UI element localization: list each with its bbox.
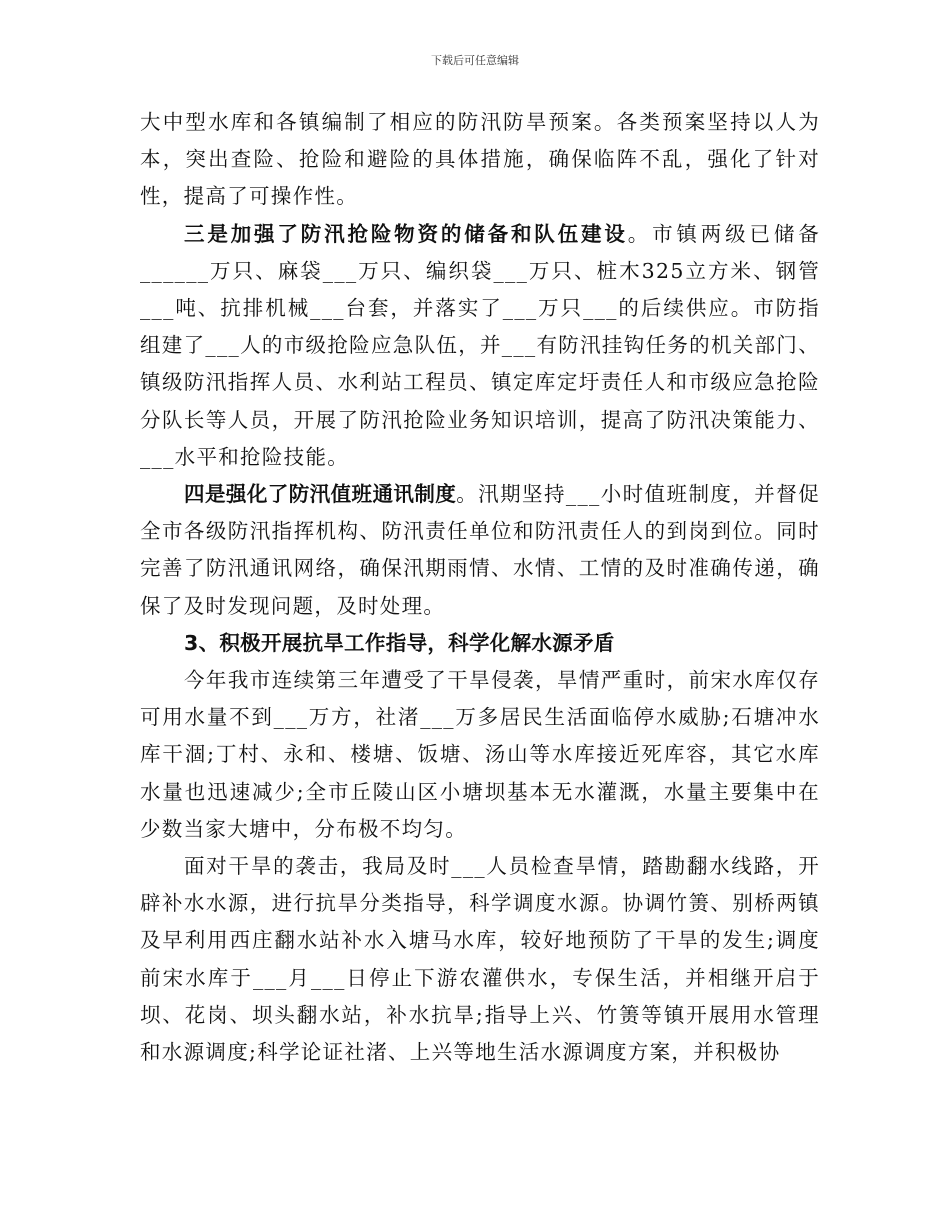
document-body — [140, 104, 820, 1071]
paragraph-drought-situation: 今年我市连续第三年遭受了干旱侵袭，旱情严重时，前宋水库仅存可用水量不到___万方，社渚___万多居民生活面临停水威胁;石塘冲水库干涸;丁村、永和、楼塘、饭塘、汤山等水库接近死库容，其它水库水量也迅速减少;全市丘陵山区小塘坝基本无水灌溉，水量主要集中在少数当家大塘中，分布极不均匀。 — [140, 668, 820, 841]
paragraph-materials-lead: 三是加强了防汛抢险物资的储备和队伍建设 — [184, 221, 628, 246]
paragraph-materials — [140, 216, 820, 476]
paragraph-duty-lead: 四是强化了防汛值班通讯制度 — [184, 482, 457, 507]
paragraph-duty-text: 。汛期坚持___小时值班制度，并督促全市各级防汛指挥机构、防汛责任单位和防汛责任人的到岗到位。同时完善了防汛通讯网络，确保汛期雨情、水情、工情的及时准确传递，确保了及时发现问题，及时处理。 — [140, 482, 820, 618]
paragraph-duty — [140, 476, 820, 625]
section-heading-drought: 3、积极开展抗旱工作指导，科学化解水源矛盾 — [184, 630, 615, 655]
paragraph-drought-response: 面对干旱的袭击，我局及时___人员检查旱情，踏勘翻水线路，开辟补水水源，进行抗旱分类指导，科学调度水源。协调竹箦、别桥两镇及早利用西庄翻水站补水入塘马水库，较好地预防了干旱的发生;调度前宋水库于___月___日停止下游农灌供水，专保生活，并相继开启于坝、花岗、坝头翻水站，补水抗旱;指导上兴、竹箦等镇开展用水管理和水源调度;科学论证社渚、上兴等地生活水源调度方案，并积极协 — [140, 854, 820, 1065]
paragraph-materials-text: 。市镇两级已储备______万只、麻袋___万只、编织袋___万只、桩木325立方米、钢管___吨、抗排机械___台套，并落实了___万只___的后续供应。市防指组建了___人的市级抢险应急队伍，并___有防汛挂钩任务的机关部门、镇级防汛指挥人员、水利站工程员、镇定库定圩责任人和市级应急抢险分队长等人员，开展了防汛抢险业务知识培训，提高了防汛决策能力、___水平和抢险技能。 — [140, 221, 820, 469]
page-header: 下载后可任意编辑 — [431, 54, 519, 67]
paragraph-plans: 大中型水库和各镇编制了相应的防汛防旱预案。各类预案坚持以人为本，突出查险、抢险和避险的具体措施，确保临阵不乱，强化了针对性，提高了可操作性。 — [140, 110, 820, 209]
